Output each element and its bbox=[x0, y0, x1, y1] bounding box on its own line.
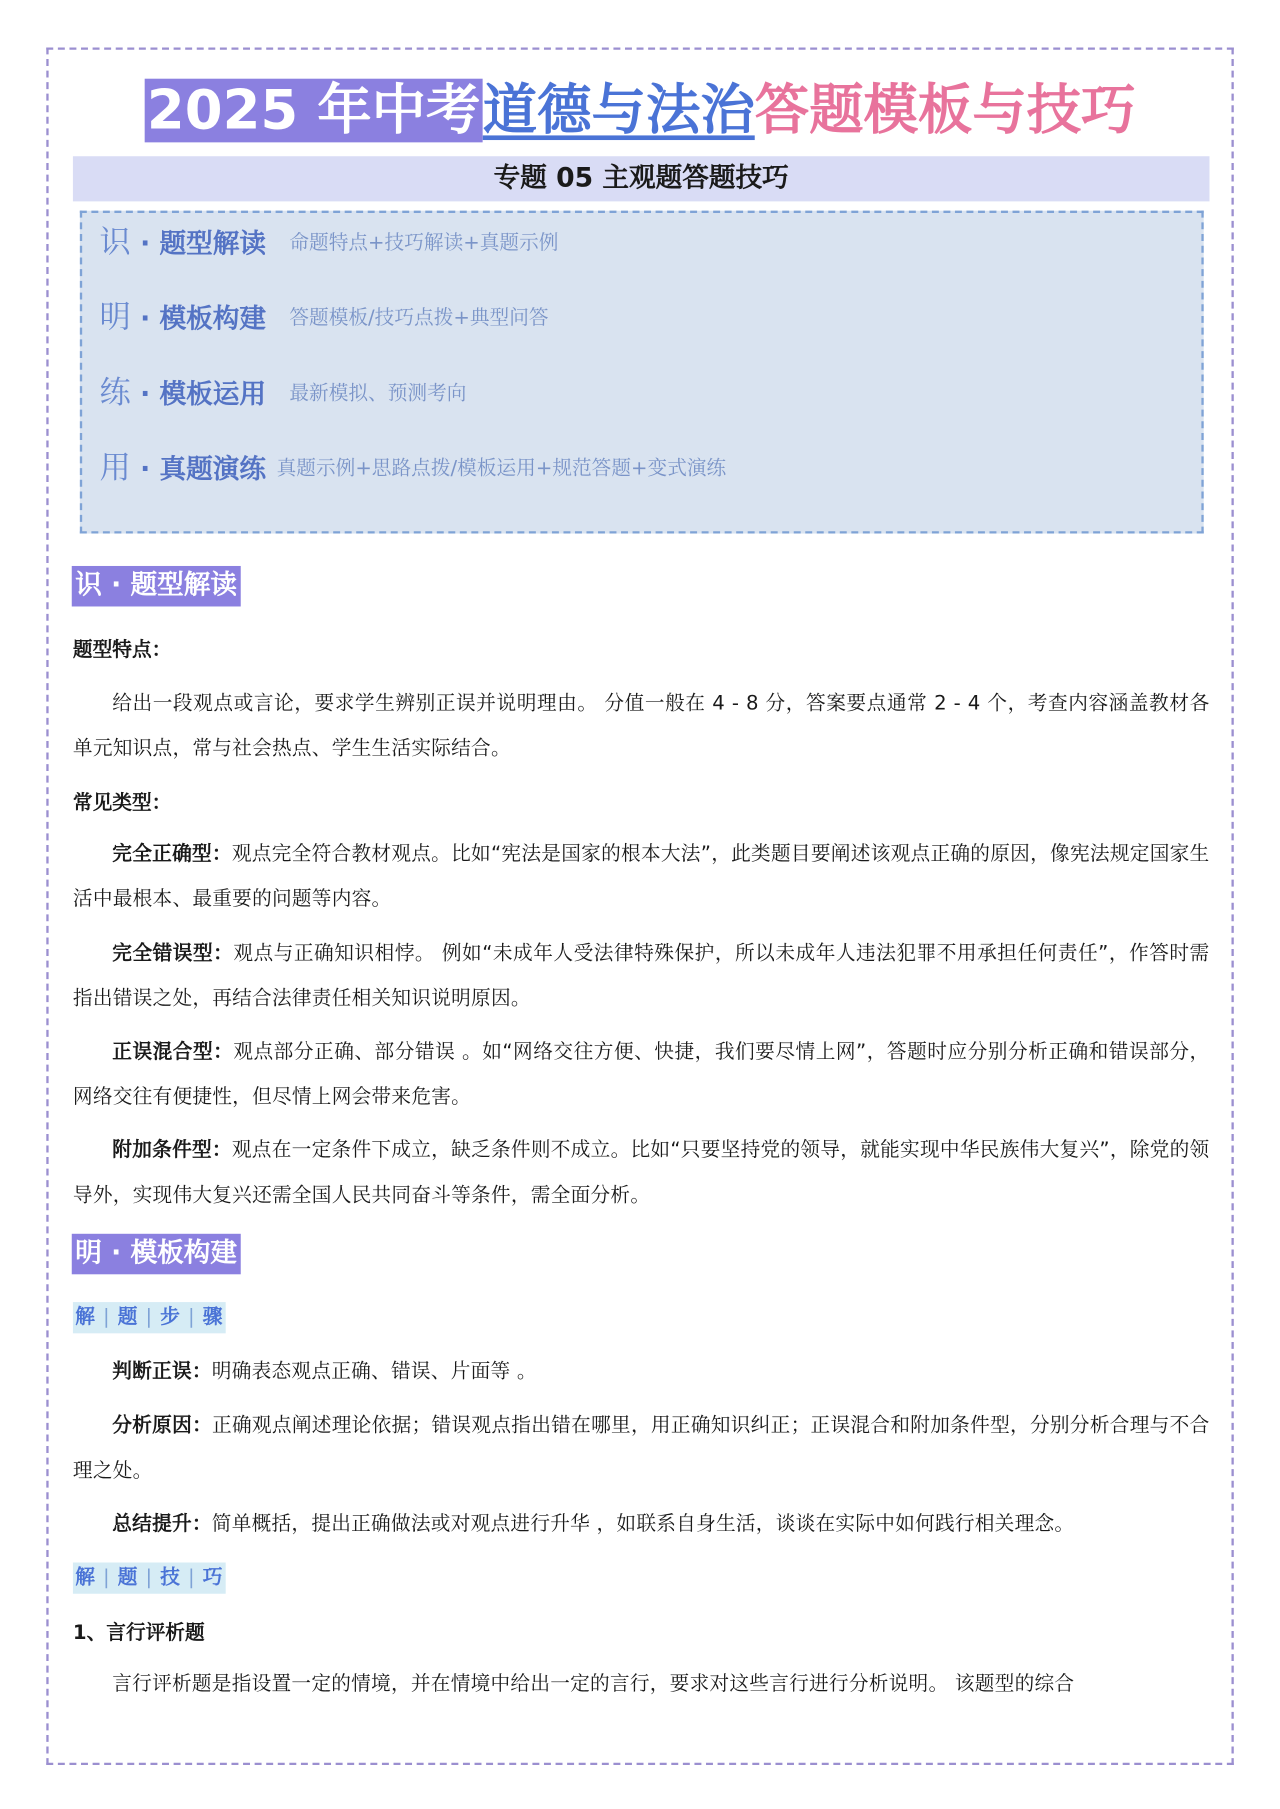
type-name: 完全错误型： bbox=[112, 942, 234, 966]
title-part-subject: 道德与法治 bbox=[482, 78, 755, 143]
type-paragraph: 正误混合型：观点部分正确、部分错误 。如“网络交往方便、快捷，我们要尽情上网”，答题时应分别分析正确和错误部分，网络交往有便捷性，但尽情上网会带来危害。 bbox=[72, 1040, 1210, 1109]
toc-desc: 真题示例+思路点拨/模板运用+规范答题+变式演练 bbox=[276, 457, 727, 481]
toc-key: 识 · 题型解读 bbox=[99, 224, 266, 261]
step-name: 判断正误： bbox=[112, 1359, 212, 1384]
toc-box bbox=[80, 211, 1204, 534]
toc-key: 用 · 真题演练 bbox=[99, 450, 266, 487]
toc-desc: 最新模拟、预测考向 bbox=[289, 381, 467, 406]
features-paragraph: 给出一段观点或言论，要求学生辨别正误并说明理由。 分值一般在 4 - 8 分，答案要点通常 2 - 4 个，考查内容涵盖教材各单元知识点，常与社会热点、学生生活实际结合。 bbox=[72, 692, 1210, 761]
step-paragraph: 总结提升：简单概括，提出正确做法或对观点进行升华 ，如联系自身生活，谈谈在实际中如何践行相关理念。 bbox=[112, 1512, 1075, 1536]
step-name: 分析原因： bbox=[112, 1414, 213, 1438]
skills-tag: 解 | 题 | 技 | 巧 bbox=[73, 1562, 226, 1593]
type-paragraph: 附加条件型：观点在一定条件下成立，缺乏条件则不成立。比如“只要坚持党的领导，就能实现中华民族伟大复兴”，除党的领导外，实现伟大复兴还需全国人民共同奋斗等条件，需全面分析。 bbox=[72, 1138, 1210, 1208]
type-paragraph: 完全正确型：观点完全符合教材观点。比如“宪法是国家的根本大法”，此类题目要阐述该观点正确的原因，像宪法规定国家生活中最根本、最重要的问题等内容。 bbox=[72, 842, 1210, 911]
skill-paragraph: 言行评析题是指设置一定的情境，并在情境中给出一定的言行，要求对这些言行进行分析说明。 该题型的综合 bbox=[112, 1672, 1075, 1696]
toc-key: 明 · 模板构建 bbox=[99, 299, 266, 336]
toc-key: 练 · 模板运用 bbox=[99, 374, 266, 411]
type-name: 附加条件型： bbox=[112, 1138, 232, 1163]
step-paragraph: 判断正误：明确表态观点正确、错误、片面等 。 bbox=[112, 1359, 537, 1384]
toc-desc: 答题模板/技巧点拨+典型问答 bbox=[289, 306, 549, 330]
skill-title: 1、言行评析题 bbox=[72, 1621, 205, 1645]
title-part-year: 2025 年中考 bbox=[145, 79, 483, 143]
section-heading-template: 明 · 模板构建 bbox=[72, 1234, 241, 1275]
toc-desc: 命题特点+技巧解读+真题示例 bbox=[289, 231, 559, 255]
step-name: 总结提升： bbox=[112, 1512, 212, 1536]
page-subtitle: 专题 05 主观题答题技巧 bbox=[73, 156, 1210, 201]
type-paragraph: 完全错误型：观点与正确知识相悖。 例如“未成年人受法律特殊保护，所以未成年人违法犯罪不用承担任何责任”，作答时需指出错误之处，再结合法律责任相关知识说明原因。 bbox=[72, 942, 1210, 1011]
page-title bbox=[0, 74, 1280, 148]
section-heading-interpretation: 识 · 题型解读 bbox=[72, 566, 241, 607]
type-name: 正误混合型： bbox=[112, 1040, 234, 1064]
steps-tag: 解 | 题 | 步 | 骤 bbox=[73, 1302, 226, 1333]
title-part-topic: 答题模板与技巧 bbox=[754, 78, 1136, 143]
features-label: 题型特点： bbox=[72, 638, 172, 663]
types-label: 常见类型： bbox=[72, 791, 172, 815]
step-paragraph: 分析原因：正确观点阐述理论依据；错误观点指出错在哪里，用正确知识纠正；正误混合和附加条件型，分别分析合理与不合理之处。 bbox=[72, 1414, 1210, 1483]
type-name: 完全正确型： bbox=[112, 842, 232, 866]
